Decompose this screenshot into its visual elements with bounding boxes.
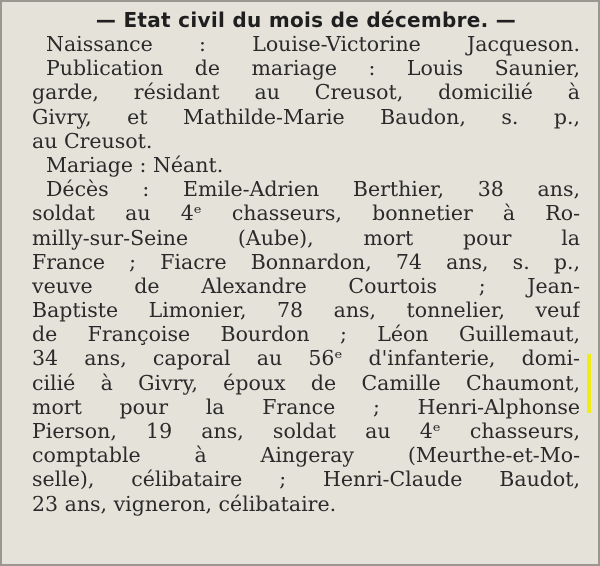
text-line: mort pour la France ; Henri-Alphonse — [32, 394, 580, 419]
text-line: Pierson, 19 ans, soldat au 4ᵉ chasseurs, — [32, 419, 580, 443]
text-line: Baptiste Limonier, 78 ans, tonnelier, veuf — [32, 298, 580, 323]
article-heading: — Etat civil du mois de décembre. — — [95, 8, 517, 32]
highlight-marker — [587, 354, 591, 413]
text-line: Givry, et Mathilde-Marie Baudon, s. p., — [32, 104, 580, 129]
text-line: selle), célibataire ; Henri-Claude Baudot, — [32, 467, 580, 492]
article-text — [32, 8, 580, 516]
text-line: garde, résidant au Creusot, domicilié à — [32, 80, 580, 105]
text-line: France ; Fiacre Bonnardon, 74 ans, s. p., — [32, 249, 580, 274]
text-line-birth: Naissance : Louise-Victorine Jacqueson. — [46, 32, 580, 56]
text-line: de Françoise Bourdon ; Léon Guillemaut, — [32, 322, 580, 347]
text-line: soldat au 4ᵉ chasseurs, bonnetier à Ro- — [32, 201, 580, 226]
text-line: comptable à Aingeray (Meurthe-et-Mo- — [32, 443, 580, 468]
text-line: au Creusot. — [32, 128, 153, 153]
text-line: 23 ans, vigneron, célibataire. — [32, 491, 337, 516]
text-line: 34 ans, caporal au 56ᵉ d'infanterie, domi- — [32, 346, 580, 371]
text-line-marriage: Mariage : Néant. — [46, 152, 224, 177]
text-line: cilié à Givry, époux de Camille Chaumont, — [32, 370, 580, 395]
text-line: milly-sur-Seine (Aube), mort pour la — [32, 225, 580, 250]
text-line: Publication de mariage : Louis Saunier, — [46, 56, 580, 81]
text-line: veuve de Alexandre Courtois ; Jean- — [32, 273, 580, 298]
text-line-deaths: Décès : Emile-Adrien Berthier, 38 ans, — [46, 177, 580, 202]
